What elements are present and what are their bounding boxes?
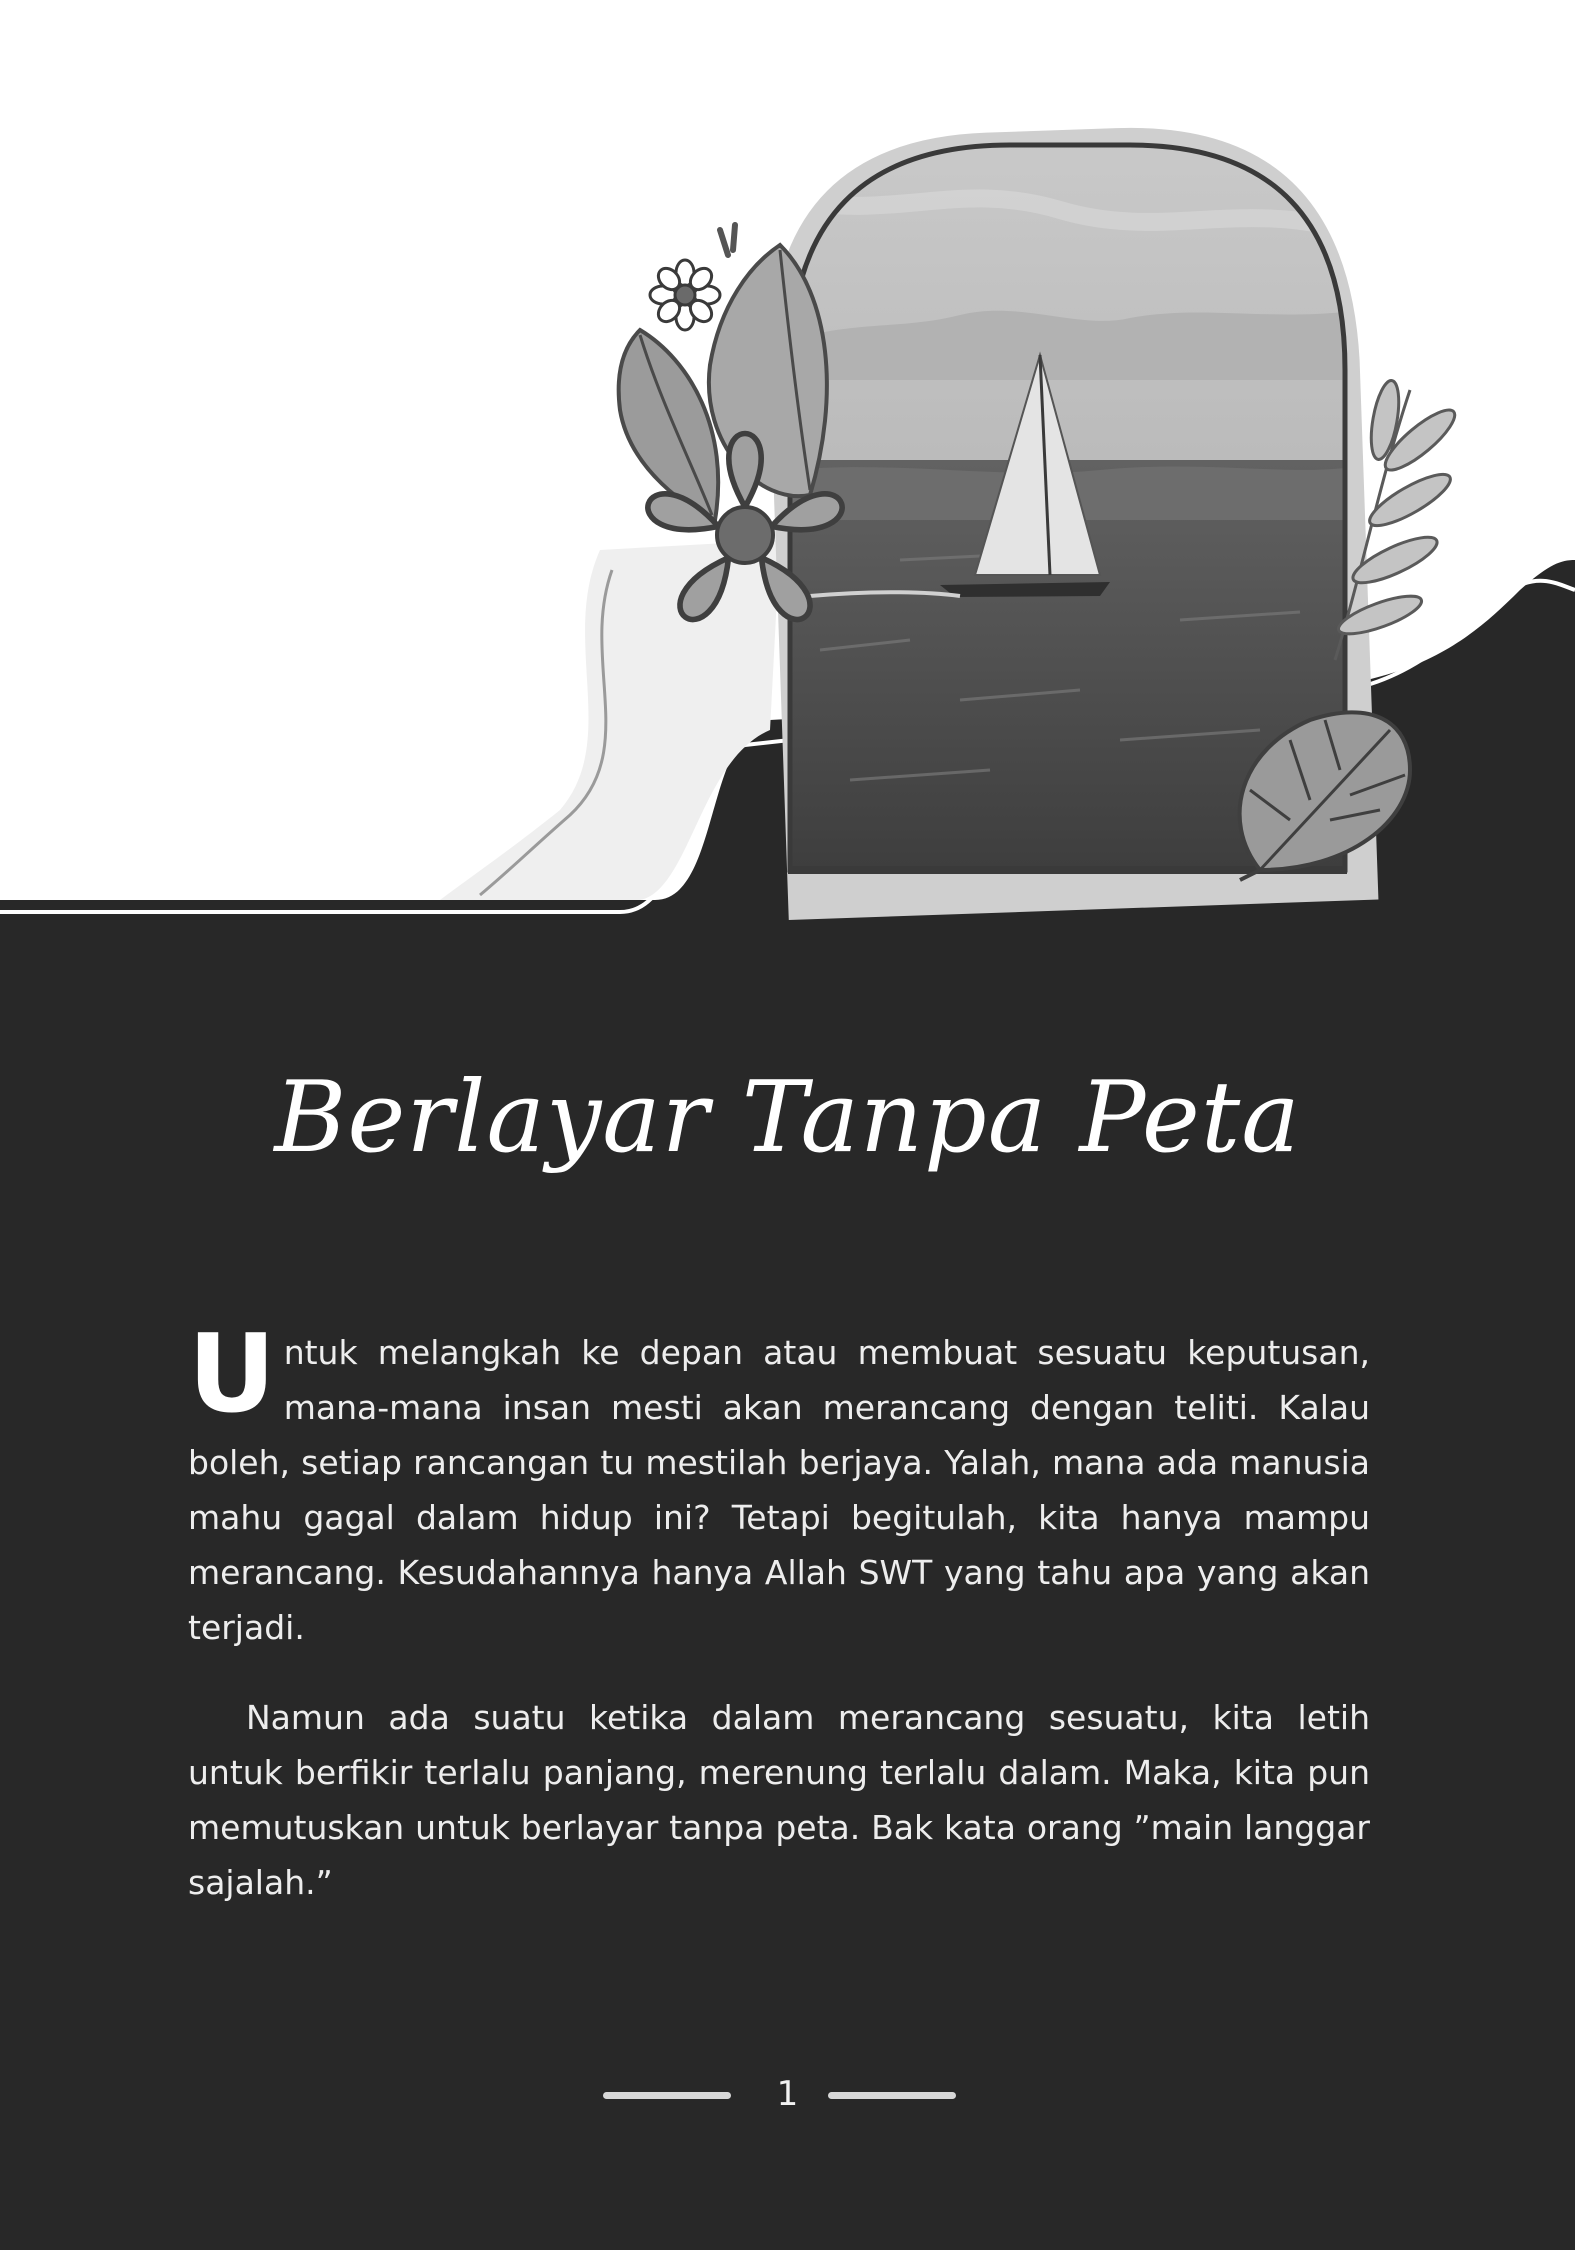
page-number: 1 bbox=[776, 2074, 799, 2114]
drop-cap: U bbox=[188, 1312, 276, 1437]
paragraph-1-text: ntuk melangkah ke depan atau membuat sesuatu keputusan, mana-mana insan mesti akan merancang dengan teliti. Kalau boleh, setiap rancangan tu mestilah berjaya. Yalah, mana ada manusia mahu gagal dalam hidup ini? Tetapi begitulah, kita hanya mampu merancang. Kesudahannya hanya Allah SWT yang tahu apa yang akan terjadi. bbox=[188, 1333, 1370, 1647]
page-title: Berlayar Tanpa Peta bbox=[274, 1061, 1301, 1175]
paragraph-1 bbox=[188, 1312, 1370, 1655]
page-number-line-right bbox=[828, 2092, 956, 2099]
paragraph-2 bbox=[188, 1690, 1370, 1910]
paragraph-2-text: Namun ada suatu ketika dalam merancang sesuatu, kita letih untuk berfikir terlalu panjang, merenung terlalu dalam. Maka, kita pun memutuskan untuk berlayar tanpa peta. Bak kata orang ”main langgar sajalah.” bbox=[188, 1698, 1370, 1902]
daisy-icon bbox=[650, 260, 720, 330]
